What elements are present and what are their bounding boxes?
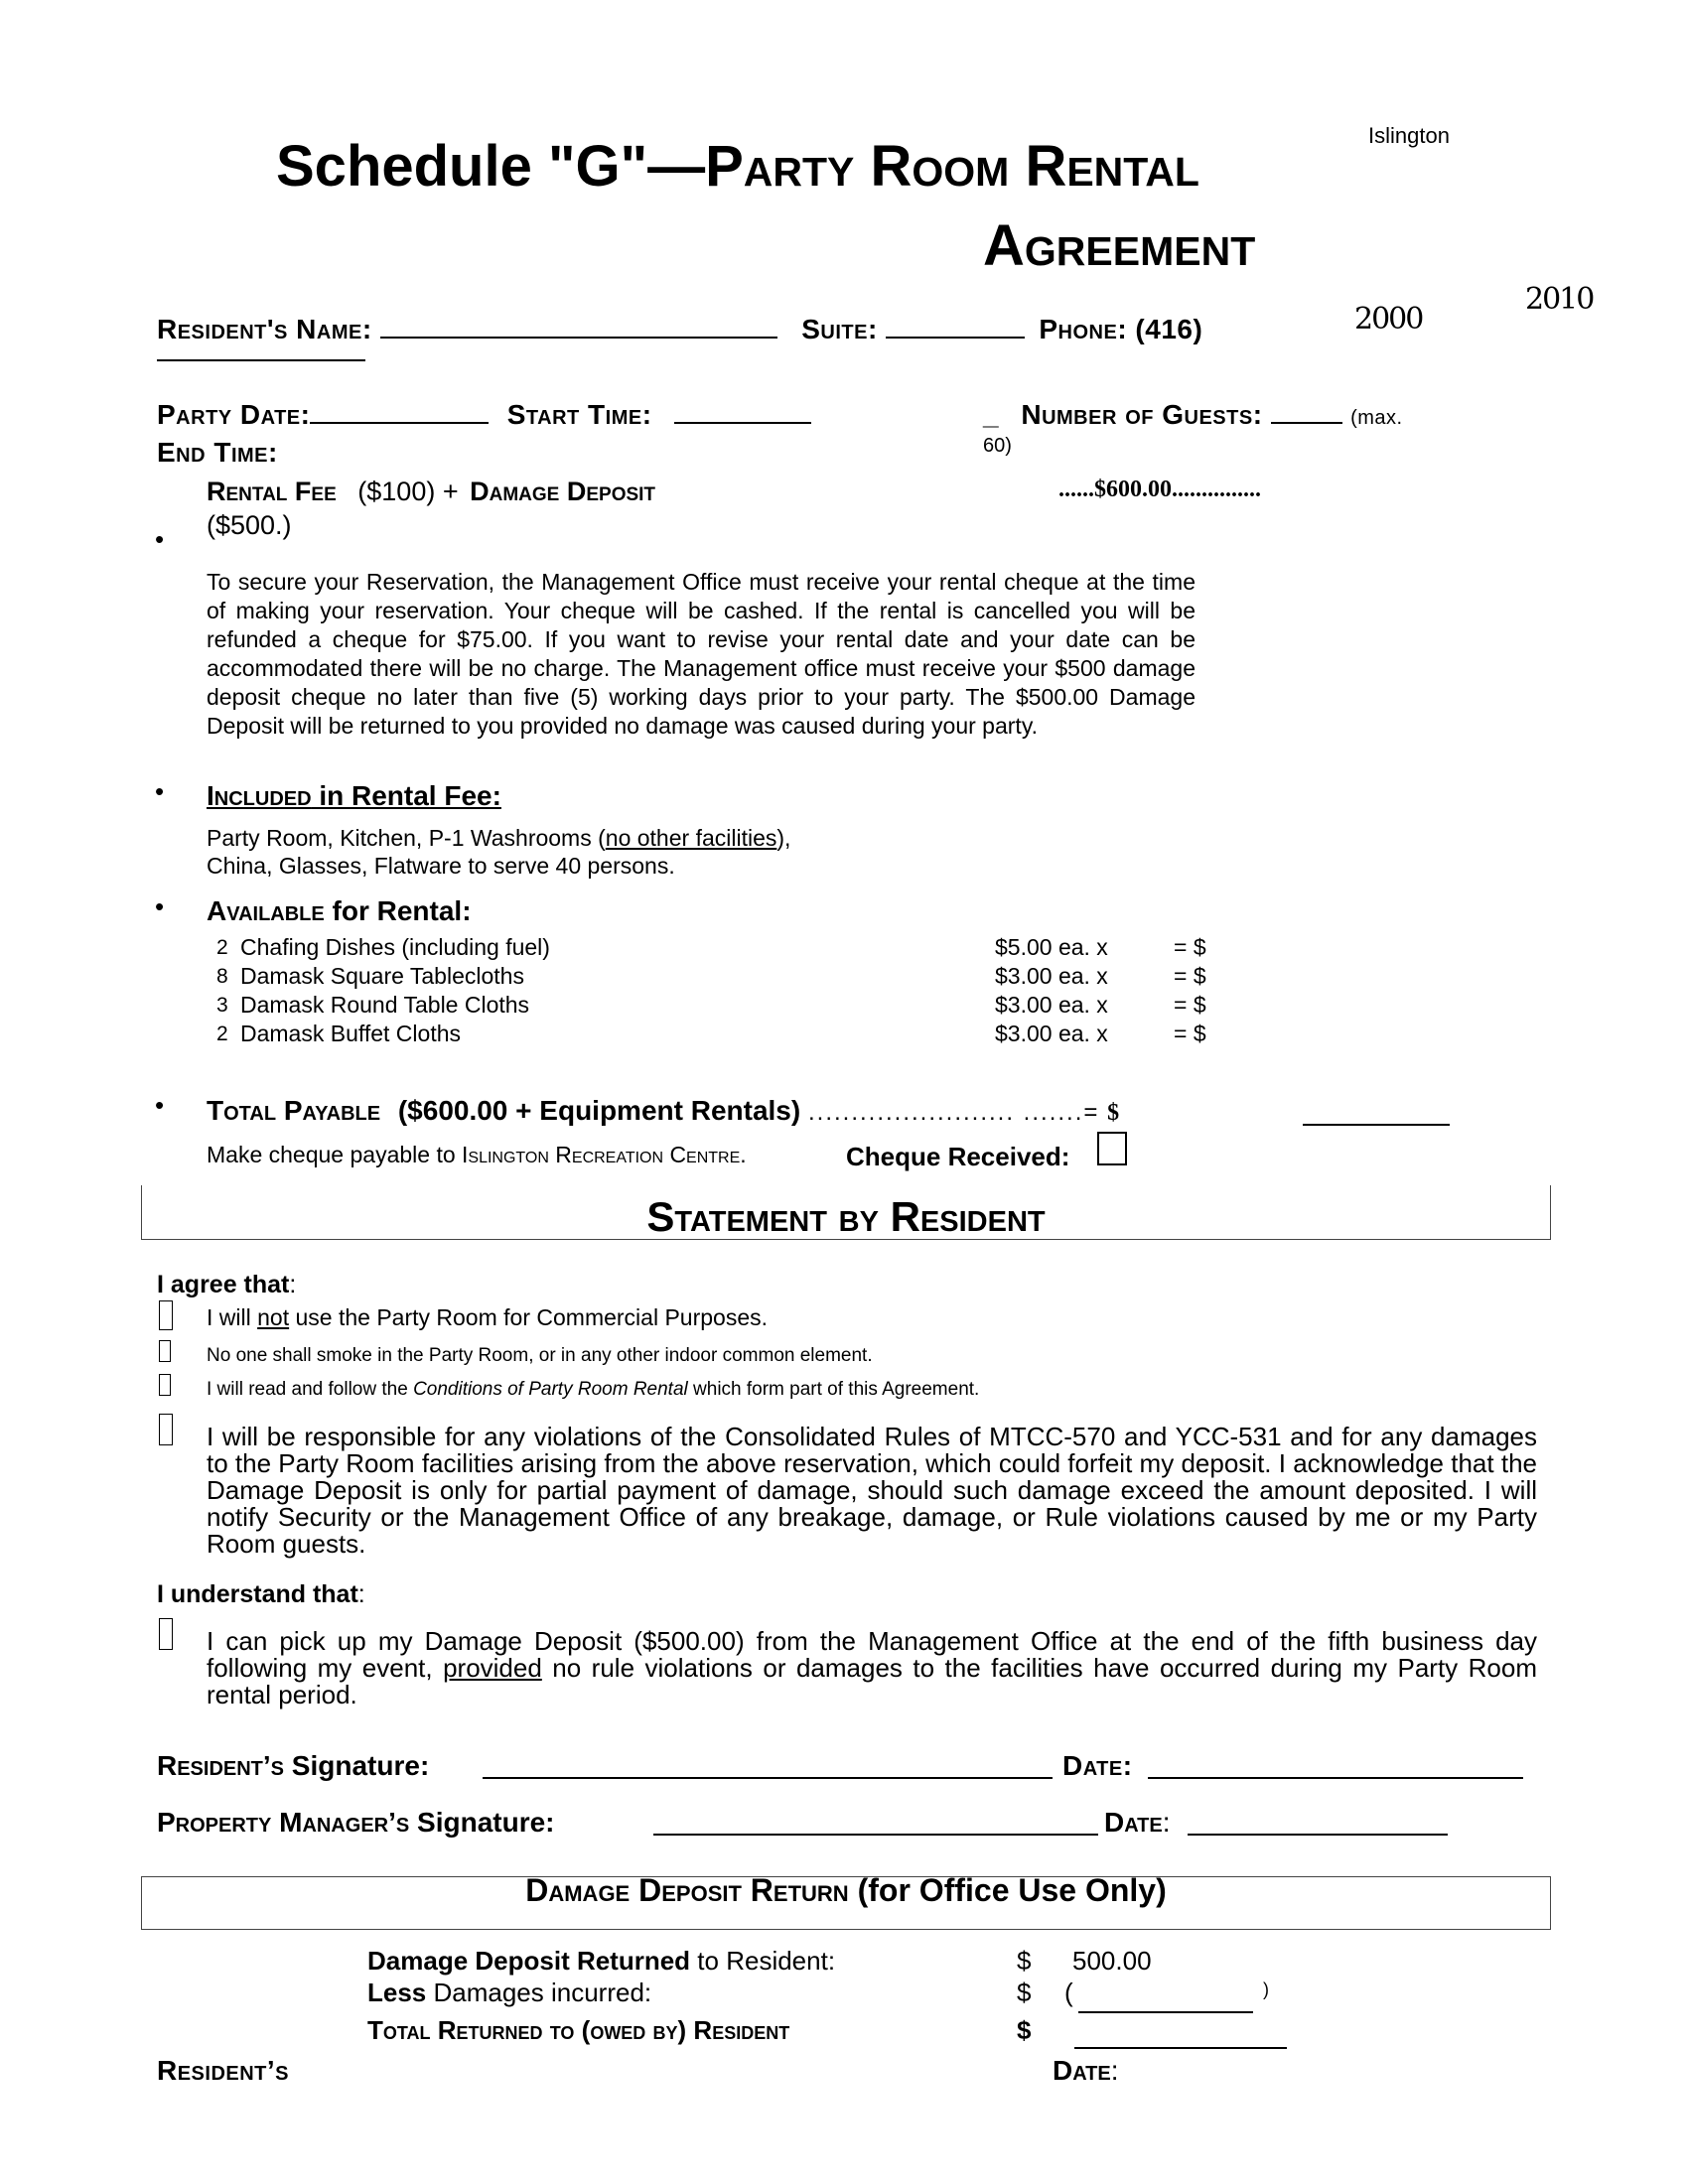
deposit-returned-dollar: $	[1017, 1946, 1032, 1976]
included-text: Party Room, Kitchen, P-1 Washrooms (	[207, 825, 606, 851]
end-time-label: End Time:	[157, 437, 278, 468]
damages-close-paren: )	[1263, 1979, 1269, 1999]
item1-text-end: use the Party Room for Commercial Purposes.	[289, 1304, 769, 1330]
item-total[interactable]: = $	[1174, 934, 1206, 960]
party-date-field[interactable]	[310, 400, 489, 424]
deposit-amount: ($500.)	[207, 510, 292, 540]
total-payable-label: Total Payable	[207, 1095, 381, 1126]
deposit-date-colon: :	[1110, 2055, 1119, 2086]
item-total[interactable]: = $	[1174, 1021, 1206, 1046]
deposit-label: Damage Deposit	[470, 477, 656, 506]
deposit-date-row	[1053, 2055, 1119, 2087]
total-dollar: $	[1107, 1100, 1120, 1126]
item-name: Chafing Dishes (including fuel)	[240, 934, 550, 960]
manager-date-row	[1104, 1807, 1171, 1839]
checkbox-icon[interactable]	[159, 1374, 171, 1396]
total-payable-field[interactable]	[1303, 1124, 1450, 1126]
available-heading	[207, 895, 472, 927]
bullet: •	[155, 891, 165, 921]
deposit-returned-amount: 500.00	[1072, 1946, 1152, 1976]
included-heading-a: Included	[207, 780, 312, 811]
item-price: $3.00 ea. x	[995, 963, 1108, 989]
included-underline: no other facilities	[605, 825, 777, 851]
bullet: •	[155, 1090, 165, 1120]
total-payable-row	[207, 1095, 1119, 1127]
cheque-prefix: Make cheque payable to	[207, 1142, 463, 1167]
manager-date-label: Date	[1104, 1807, 1163, 1838]
included-heading-b: in Rental Fee:	[311, 780, 501, 811]
total-returned-label: Total Returned to (owed by) Resident	[367, 2015, 790, 2045]
item5-text-end: no rule violations or damages to the facilities have occurred during my Party Room rental period.	[207, 1653, 1537, 1709]
resident-name-label: Resident's Name:	[157, 314, 372, 344]
manager-date-field[interactable]	[1188, 1834, 1448, 1836]
manager-signature-field[interactable]	[653, 1834, 1098, 1836]
corner-year-a: 2000	[1354, 302, 1423, 337]
cheque-received-checkbox[interactable]	[1097, 1132, 1127, 1165]
deposit-return-heading-b: (for Office Use Only)	[848, 1872, 1167, 1908]
included-heading	[207, 780, 501, 812]
item-total[interactable]: = $	[1174, 963, 1206, 989]
resident-date-label: Date:	[1062, 1750, 1133, 1781]
total-payable-detail: ($600.00 + Equipment Rentals)	[397, 1095, 801, 1126]
item-qty: 2	[216, 1023, 228, 1045]
item-name: Damask Buffet Cloths	[240, 1021, 462, 1046]
agree-item-3	[207, 1379, 979, 1401]
item1-text: I will	[207, 1304, 258, 1330]
total-returned-dollar: $	[1017, 2015, 1032, 2045]
item5-underline: provided	[443, 1653, 542, 1683]
understand-item-1	[207, 1628, 1537, 1708]
deposit-return-heading-a: Damage Deposit Return	[525, 1872, 849, 1908]
item-qty: 8	[216, 965, 228, 988]
bullet: •	[155, 524, 165, 554]
statement-heading: Statement by Resident	[646, 1193, 1046, 1240]
resident-signature-row	[157, 1750, 429, 1782]
title-part-a: Schedule "G"—	[276, 134, 706, 199]
bullet: •	[155, 776, 165, 806]
rental-item	[216, 962, 1206, 991]
deposit-returned-row	[367, 1946, 835, 1977]
resident-signature-field[interactable]	[483, 1777, 1053, 1779]
deposit-return-heading	[141, 1872, 1551, 1909]
phone-label: Phone: (416)	[1039, 314, 1203, 344]
cheque-received-label: Cheque Received:	[846, 1142, 1070, 1171]
start-time-extra: _	[983, 399, 1000, 430]
agree-item-2: No one shall smoke in the Party Room, or in any other indoor common element.	[207, 1345, 873, 1366]
cheque-payable-row	[207, 1142, 747, 1168]
item5-text: I can pick up my Damage Deposit ($500.00) from the Management Office at the end of the fifth business day following my event,	[207, 1626, 1537, 1683]
rental-fee-amount: ($100) +	[357, 477, 459, 506]
rental-item	[216, 933, 1206, 962]
checkbox-icon[interactable]	[159, 1340, 171, 1362]
page-title-line2: Agreement	[983, 213, 1256, 278]
item-price: $5.00 ea. x	[995, 934, 1108, 960]
damages-bold: Less	[367, 1978, 427, 2007]
guests-label: Number of Guests:	[1021, 399, 1263, 430]
rental-item	[216, 1020, 1206, 1048]
cheque-payee: Islington Recreation Centre	[462, 1142, 741, 1167]
suite-field[interactable]	[886, 315, 1025, 339]
deposit-returned-bold: Damage Deposit Returned	[367, 1946, 691, 1976]
item3-italic: Conditions of Party Room Rental	[413, 1379, 688, 1400]
rental-item	[216, 991, 1206, 1020]
resident-name-field[interactable]	[380, 315, 777, 339]
understand-label: I understand that	[157, 1580, 358, 1608]
guests-max-a: (max.	[1350, 407, 1403, 429]
start-time-label: Start Time:	[506, 399, 652, 430]
phone-field[interactable]	[157, 359, 365, 361]
item3-text: I will read and follow the	[207, 1379, 414, 1400]
cheque-suffix: .	[740, 1142, 747, 1167]
manager-signature-label-a: Property Manager’s	[157, 1807, 410, 1838]
total-returned-field[interactable]	[1074, 2047, 1287, 2049]
agree-item-1	[207, 1304, 768, 1331]
understand-heading	[157, 1580, 365, 1609]
manager-signature-row	[157, 1807, 554, 1839]
manager-date-colon: :	[1162, 1807, 1171, 1838]
rental-fee-label: Rental Fee	[207, 477, 337, 506]
deposit-resident-label: Resident’s	[157, 2055, 290, 2086]
resident-name-row	[157, 314, 1202, 345]
item-qty: 3	[216, 994, 228, 1017]
item-name: Damask Round Table Cloths	[240, 992, 530, 1018]
guests-row	[983, 399, 1403, 431]
available-heading-b: for Rental:	[324, 895, 472, 926]
damages-dollar: $	[1017, 1978, 1032, 2007]
understand-colon: :	[357, 1580, 365, 1608]
rental-items-list	[216, 933, 1206, 1048]
agree-label: I agree that	[157, 1271, 290, 1298]
damages-rest: Damages incurred:	[426, 1978, 652, 2007]
damages-field[interactable]	[1078, 2011, 1253, 2013]
item-total[interactable]: = $	[1174, 992, 1206, 1018]
deposit-date-label: Date	[1053, 2055, 1111, 2086]
start-time-field[interactable]	[674, 400, 811, 424]
resident-date-field[interactable]	[1148, 1777, 1523, 1779]
rental-fee-row	[207, 477, 655, 507]
included-line-2: China, Glasses, Flatware to serve 40 persons.	[207, 853, 675, 879]
reservation-paragraph: To secure your Reservation, the Management Office must receive your rental cheque at the time of making your reservation. Your cheque will be cashed. If the rental is cancelled you will be refunded a cheque for $75.00. If you want to revise your rental date and your date can be accommodated there will be no charge. The Management office must receive your $500 damage deposit cheque no later than five (5) working days prior to your party. The $500.00 Damage Deposit will be returned to you provided no damage was caused during your party.	[207, 569, 1196, 739]
item-price: $3.00 ea. x	[995, 1021, 1108, 1046]
available-heading-a: Available	[207, 895, 325, 926]
item3-text-end: which form part of this Agreement.	[687, 1379, 980, 1400]
checkbox-icon[interactable]	[159, 1300, 173, 1330]
total-dots: ........................ .......=	[807, 1099, 1100, 1126]
party-date-row	[157, 399, 811, 431]
checkbox-icon[interactable]	[159, 1414, 173, 1445]
item-qty: 2	[216, 936, 228, 959]
damages-open-paren: (	[1064, 1978, 1073, 2007]
page-title	[276, 133, 1199, 200]
item-name: Damask Square Tablecloths	[240, 963, 524, 989]
agree-item-4: I will be responsible for any violations of the Consolidated Rules of MTCC-570 and YCC-531 and for any damages to the Party Room facilities arising from the above reservation, which could forfeit my deposit. I acknowledge that the Damage Deposit is only for partial payment of damage, should such damage exceed the amount deposited. I will notify Security or the Management Office of any breakage, damage, or Rule violations caused by me or my Party Room guests.	[207, 1422, 1537, 1559]
resident-signature-label-b: Signature:	[284, 1750, 430, 1781]
item1-underline: not	[257, 1304, 290, 1330]
suite-label: Suite:	[801, 314, 878, 344]
party-date-label: Party Date:	[157, 399, 311, 430]
guests-max-b: 60)	[983, 435, 1012, 457]
agree-heading	[157, 1271, 296, 1299]
corner-year-b: 2010	[1525, 282, 1594, 317]
checkbox-icon[interactable]	[159, 1618, 173, 1650]
title-part-b: Party Room Rental	[705, 134, 1199, 199]
agree-colon: :	[289, 1271, 297, 1298]
corner-name: Islington	[1368, 123, 1450, 148]
damages-row	[367, 1978, 651, 2008]
included-line-1	[207, 824, 790, 853]
deposit-returned-rest: to Resident:	[690, 1946, 836, 1976]
item-price: $3.00 ea. x	[995, 992, 1108, 1018]
resident-signature-label-a: Resident’s	[157, 1750, 285, 1781]
rental-total: ......$600.00...............	[1058, 477, 1261, 502]
guests-field[interactable]	[1271, 402, 1342, 424]
included-text-end: ),	[776, 825, 791, 851]
manager-signature-label-b: Signature:	[409, 1807, 555, 1838]
